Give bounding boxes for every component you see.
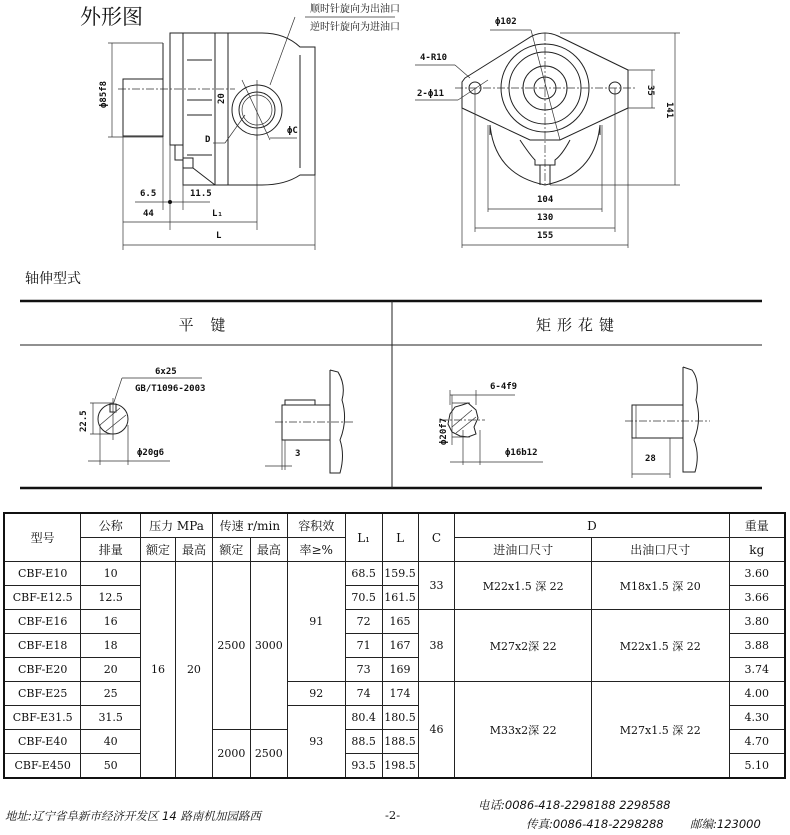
cell-speed-rated: 2000 [212,730,250,779]
dim-l: L [216,231,222,241]
cell-l: 188.5 [382,730,418,754]
header-pressure-max: 最高 [176,538,213,562]
dim-16b12: ϕ16b12 [505,448,538,458]
cell-weight: 3.88 [729,634,785,658]
spline-header: 矩形花键 [535,316,621,334]
header-speed-rated: 额定 [212,538,250,562]
header-model: 型号 [4,513,81,562]
dim-6-5: 6.5 [140,189,157,199]
header-c: C [418,513,455,562]
header-pressure-rated: 额定 [141,538,176,562]
key-size: 6x25 [155,367,177,377]
header-outlet: 出油口尺寸 [592,538,730,562]
dim-11-5: 11.5 [190,189,212,199]
cell-l: 180.5 [382,706,418,730]
cell-weight: 4.70 [729,730,785,754]
cell-c: 33 [418,562,455,610]
dim-2-d11: 2-ϕ11 [417,89,445,99]
cell-c: 46 [418,682,455,779]
cell-model: CBF-E12.5 [4,586,81,610]
footer-phone: 电话:0086-418-2298188 2298588 [478,798,671,812]
dim-102: ϕ102 [495,17,517,27]
cell-displacement: 18 [81,634,141,658]
cell-l1: 80.4 [345,706,382,730]
cell-outlet: M18x1.5 深 20 [592,562,730,610]
dim-28: 28 [645,454,656,464]
header-weight: 重量 [729,513,785,538]
header-displacement: 公称 [81,513,141,538]
cell-model: CBF-E16 [4,610,81,634]
table-row [4,562,785,586]
dim-port-d: D [205,135,211,145]
flat-key-header: 平 键 [178,316,232,334]
dim-l1: L₁ [212,209,223,219]
cell-l1: 74 [345,682,382,706]
dim-4-r10: 4-R10 [420,53,448,63]
dim-20g6: ϕ20g6 [137,448,165,458]
cell-efficiency: 92 [287,682,345,706]
cell-displacement: 50 [81,754,141,779]
dim-3: 3 [295,449,301,459]
cell-l1: 71 [345,634,382,658]
cell-l: 167 [382,634,418,658]
cell-model: CBF-E40 [4,730,81,754]
cell-l1: 88.5 [345,730,382,754]
header-efficiency: 容积效 [287,513,345,538]
header-speed: 传速 r/min [212,513,287,538]
cell-l: 161.5 [382,586,418,610]
header-weight-unit: kg [729,538,785,562]
cell-l: 198.5 [382,754,418,779]
cell-l1: 70.5 [345,586,382,610]
cell-weight: 3.60 [729,562,785,586]
cell-l1: 93.5 [345,754,382,779]
cell-weight: 4.30 [729,706,785,730]
page-number: -2- [385,808,401,822]
key-standard: GB/T1096-2003 [135,384,206,394]
cell-weight: 3.66 [729,586,785,610]
header-d: D [455,513,729,538]
cell-l1: 73 [345,658,382,682]
dim-20: 20 [217,93,227,104]
cell-displacement: 31.5 [81,706,141,730]
header-displacement-2: 排量 [81,538,141,562]
cell-weight: 4.00 [729,682,785,706]
cell-inlet: M27x2深 22 [455,610,592,682]
footer-fax: 传真:0086-418-2298288 [526,817,664,831]
front-view-drawing [415,17,680,248]
cell-model: CBF-E450 [4,754,81,779]
cell-pressure-rated: 16 [141,562,176,779]
cell-outlet: M22x1.5 深 22 [592,610,730,682]
outline-title: 外形图 [80,5,143,29]
dim-155: 155 [537,231,554,241]
side-view-drawing [80,2,400,250]
cell-weight: 3.74 [729,658,785,682]
dim-35: 35 [645,85,655,96]
cell-displacement: 10 [81,562,141,586]
header-l: L [382,513,418,562]
cell-model: CBF-E20 [4,658,81,682]
cell-displacement: 25 [81,682,141,706]
header-speed-max: 最高 [250,538,287,562]
table-header-row [4,513,785,538]
footer-postcode: 邮编:123000 [690,817,761,831]
cell-model: CBF-E18 [4,634,81,658]
header-inlet: 进油口尺寸 [455,538,592,562]
cell-efficiency: 91 [287,562,345,682]
cell-pressure-max: 20 [176,562,213,779]
dim-44: 44 [143,209,154,219]
cell-l: 165 [382,610,418,634]
dim-130: 130 [537,213,554,223]
note-counterclockwise: 逆时针旋向为进油口 [310,22,400,33]
cell-efficiency: 93 [287,706,345,779]
dim-104: 104 [537,195,554,205]
table-row [4,682,785,706]
spec-table [3,512,786,779]
cell-displacement: 40 [81,730,141,754]
header-efficiency-2: 率≥% [287,538,345,562]
cell-speed-max: 3000 [250,562,287,730]
dim-85f8: ϕ85f8 [99,80,109,108]
cell-model: CBF-E31.5 [4,706,81,730]
cell-l: 174 [382,682,418,706]
header-pressure: 压力 MPa [141,513,213,538]
dim-20f7: ϕ20f7 [439,417,449,445]
shaft-section [20,270,762,488]
note-clockwise: 顺时针旋向为出油口 [310,4,400,15]
cell-weight: 5.10 [729,754,785,779]
header-l1: L₁ [345,513,382,562]
dim-141: 141 [664,102,674,119]
cell-l1: 72 [345,610,382,634]
flat-key-drawing [79,367,355,473]
spline-spec: 6-4f9 [490,382,518,392]
cell-inlet: M33x2深 22 [455,682,592,779]
cell-l: 169 [382,658,418,682]
footer-address: 地址:辽宁省阜新市经济开发区 14 路南机加园路西 [5,809,261,823]
cell-model: CBF-E10 [4,562,81,586]
cell-l1: 68.5 [345,562,382,586]
cell-speed-max: 2500 [250,730,287,779]
cell-c: 38 [418,610,455,682]
dim-port-c: ϕC [287,126,298,136]
cell-inlet: M22x1.5 深 22 [455,562,592,610]
shaft-title: 轴伸型式 [25,271,81,287]
cell-l: 159.5 [382,562,418,586]
cell-displacement: 20 [81,658,141,682]
dim-22-5: 22.5 [79,410,89,432]
cell-outlet: M27x1.5 深 22 [592,682,730,779]
cell-weight: 3.80 [729,610,785,634]
cell-displacement: 16 [81,610,141,634]
cell-model: CBF-E25 [4,682,81,706]
cell-displacement: 12.5 [81,586,141,610]
cell-speed-rated: 2500 [212,562,250,730]
spline-drawing [439,367,710,478]
table-row [4,610,785,634]
